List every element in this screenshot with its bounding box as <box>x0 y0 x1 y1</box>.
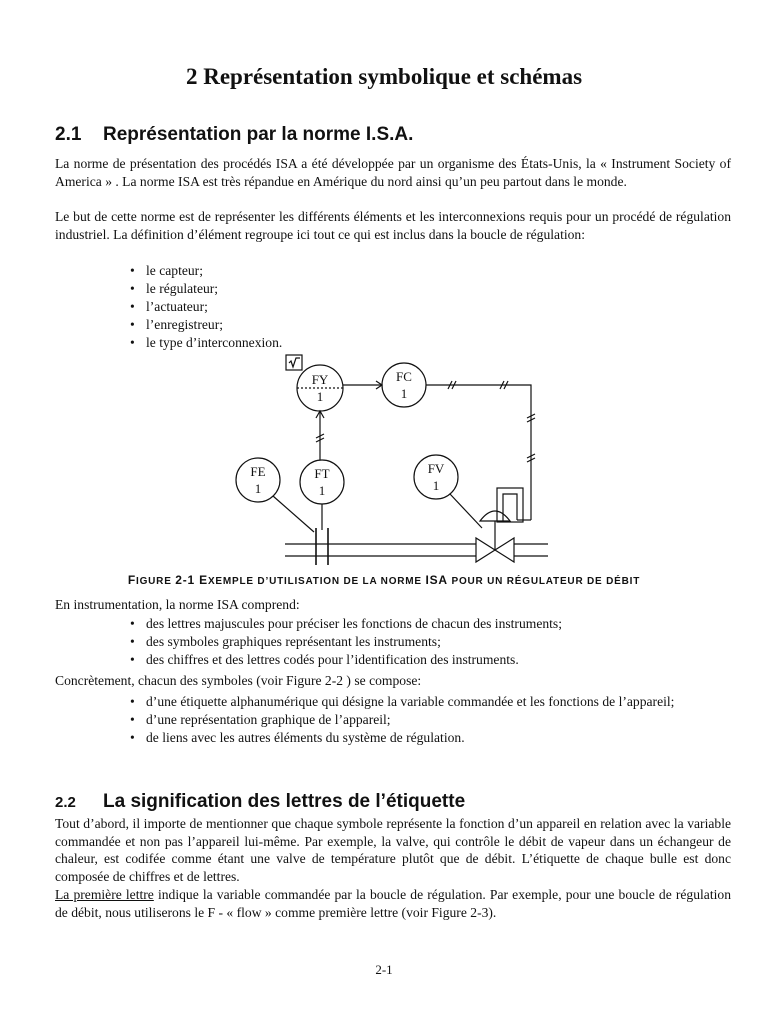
section-number: 2.1 <box>55 124 82 145</box>
page-title: 2 Représentation symbolique et schémas <box>185 64 583 89</box>
fe-number: 1 <box>254 481 262 496</box>
list-item: • de liens avec les autres éléments du système de régulation. <box>130 729 731 747</box>
square-root-icon <box>289 358 300 367</box>
valve-body-right <box>495 538 514 562</box>
fc-label: FC <box>396 369 412 384</box>
section-number: 2.2 <box>55 794 76 811</box>
list-item: • l’actuateur; <box>130 298 731 316</box>
fv-number: 1 <box>432 478 440 493</box>
list-item: • des chiffres et des lettres codés pour l’identification des instruments. <box>130 651 731 669</box>
paragraph: La première lettre indique la variable commandée par la boucle de régulation. Par exemple, pour une boucle de régulation de débit, nous utiliserons le F - « flow » comme première lettre (voir Figure 2-3). <box>55 887 731 920</box>
page-number: 2-1 <box>375 962 393 977</box>
list-item: • des symboles graphiques représentant les instruments; <box>130 633 731 651</box>
paragraph: La norme de présentation des procédés ISA a été développée par un organisme des États-Unis, la « Instrument Society of America » . La norme ISA est très répandue en Amérique du nord ainsi qu’un peu partout dans le monde. <box>55 156 731 189</box>
underlined-text: La première lettre <box>55 887 154 902</box>
section-title: La signification des lettres de l’étiquette <box>103 791 466 812</box>
ft-label: FT <box>314 466 330 481</box>
paragraph: En instrumentation, la norme ISA comprend: <box>55 597 300 612</box>
valve-actuator <box>480 511 510 521</box>
section-title: Représentation par la norme I.S.A. <box>103 124 414 145</box>
list-item: • le régulateur; <box>130 280 731 298</box>
list-item: • des lettres majuscules pour préciser les fonctions de chacun des instruments; <box>130 615 731 633</box>
list-item: • le capteur; <box>130 262 731 280</box>
valve-body-left <box>476 538 495 562</box>
paragraph: Concrètement, chacun des symboles (voir Figure 2-2 ) se compose: <box>55 673 422 688</box>
valve-positioner <box>497 488 523 522</box>
ft-number: 1 <box>318 483 326 498</box>
fv-link <box>450 494 482 528</box>
bullet-list <box>130 693 731 747</box>
paragraph: Tout d’abord, il importe de mentionner que chaque symbole représente la fonction d’un appareil en relation avec la variable commandée et non pas l’appareil lui-même. Par exemple, la valve, qui contrôle le débit de vapeur dans un échangeur de chaleur, est codifée comme étant une valve de température plutôt que de débit. L’étiquette de chaque bulle est donc composée de chiffres et de lettres. <box>55 816 731 884</box>
list-item: • l’enregistreur; <box>130 316 731 334</box>
positioner-internal <box>503 494 517 522</box>
list-item: • le type d’interconnexion. <box>130 334 731 352</box>
section-heading-2-2 <box>55 791 465 813</box>
bullet-list <box>130 615 731 669</box>
list-item: • d’une étiquette alphanumérique qui désigne la variable commandée et les fonctions de l’appareil; <box>130 693 731 711</box>
fv-label: FV <box>427 461 445 476</box>
fy-label: FY <box>311 372 329 387</box>
fc-output-signal <box>426 385 531 520</box>
signal-hash-marks <box>448 381 535 462</box>
paragraph: Le but de cette norme est de représenter les différents éléments et les interconnexions requis pour un procédé de régulation industriel. La définition d’élément regroupe ici tout ce qui est inclus dans la boucle de régulation: <box>55 209 731 242</box>
list-item: • d’une représentation graphique de l’appareil; <box>130 711 731 729</box>
fe-label: FE <box>250 464 266 479</box>
fc-number: 1 <box>400 386 408 401</box>
figure-caption: FIGURE 2-1 EXEMPLE D’UTILISATION DE LA NORME ISA POUR UN RÉGULATEUR DE DÉBIT <box>127 573 641 587</box>
fe-link <box>273 496 314 532</box>
fy-number: 1 <box>316 389 324 404</box>
